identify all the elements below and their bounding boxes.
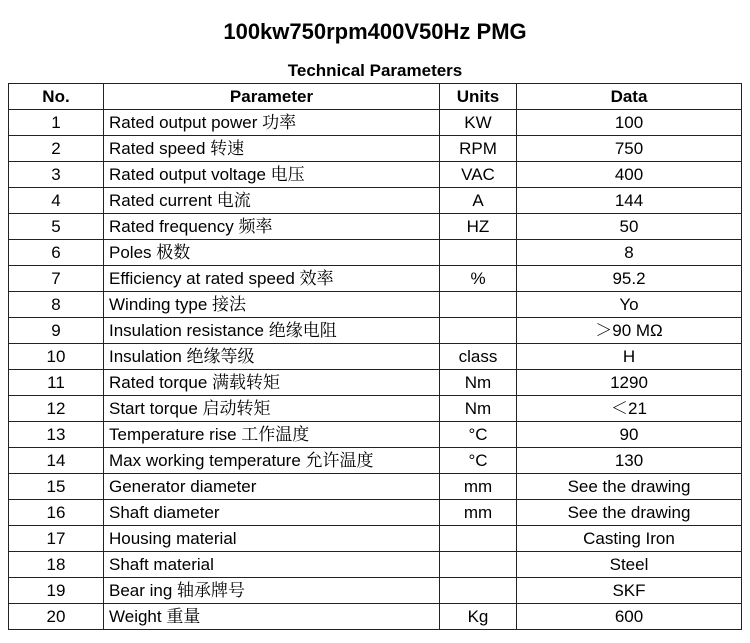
parameter-cell: Rated speed 转速: [104, 136, 440, 162]
data-cell: Steel: [517, 552, 742, 578]
row-number-cell: 4: [9, 188, 104, 214]
row-number-cell: 12: [9, 396, 104, 422]
data-cell: H: [517, 344, 742, 370]
parameter-cell: Insulation 绝缘等级: [104, 344, 440, 370]
row-number-cell: 20: [9, 604, 104, 630]
parameter-cell: Shaft diameter: [104, 500, 440, 526]
row-number-cell: 11: [9, 370, 104, 396]
data-cell: 600: [517, 604, 742, 630]
table-row: [9, 526, 742, 552]
data-cell: 50: [517, 214, 742, 240]
table-row: [9, 422, 742, 448]
data-cell: Casting Iron: [517, 526, 742, 552]
units-cell: [440, 318, 517, 344]
row-number-cell: 7: [9, 266, 104, 292]
parameter-cell: Temperature rise 工作温度: [104, 422, 440, 448]
parameter-cell: Shaft material: [104, 552, 440, 578]
row-number-cell: 8: [9, 292, 104, 318]
parameter-cell: Housing material: [104, 526, 440, 552]
parameter-cell: Generator diameter: [104, 474, 440, 500]
parameter-cell: Rated output power 功率: [104, 110, 440, 136]
units-cell: %: [440, 266, 517, 292]
data-cell: 750: [517, 136, 742, 162]
data-cell: 144: [517, 188, 742, 214]
parameter-cell: Weight 重量: [104, 604, 440, 630]
table-row: [9, 266, 742, 292]
data-cell: 90: [517, 422, 742, 448]
parameter-cell: Rated torque 满载转矩: [104, 370, 440, 396]
table-body: [9, 110, 742, 630]
header-row: [9, 84, 742, 110]
row-number-cell: 2: [9, 136, 104, 162]
table-row: [9, 604, 742, 630]
data-cell: 100: [517, 110, 742, 136]
column-header-parameter: Parameter: [104, 84, 440, 110]
data-cell: 1290: [517, 370, 742, 396]
row-number-cell: 5: [9, 214, 104, 240]
table-row: [9, 552, 742, 578]
parameter-cell: Max working temperature 允许温度: [104, 448, 440, 474]
table-row: [9, 344, 742, 370]
table-row: [9, 162, 742, 188]
parameter-cell: Rated current 电流: [104, 188, 440, 214]
parameter-cell: Rated frequency 频率: [104, 214, 440, 240]
table-caption: Technical Parameters: [287, 61, 463, 80]
table-row: [9, 318, 742, 344]
parameter-cell: Poles 极数: [104, 240, 440, 266]
row-number-cell: 14: [9, 448, 104, 474]
units-cell: °C: [440, 448, 517, 474]
units-cell: °C: [440, 422, 517, 448]
units-cell: mm: [440, 474, 517, 500]
data-cell: 95.2: [517, 266, 742, 292]
table-row: [9, 500, 742, 526]
units-cell: RPM: [440, 136, 517, 162]
table-row: [9, 214, 742, 240]
table-row: [9, 240, 742, 266]
table-row: [9, 474, 742, 500]
document-title: 100kw750rpm400V50Hz PMG: [223, 19, 527, 44]
data-cell: 130: [517, 448, 742, 474]
table-row: [9, 448, 742, 474]
parameter-cell: Start torque 启动转矩: [104, 396, 440, 422]
units-cell: Nm: [440, 370, 517, 396]
data-cell: SKF: [517, 578, 742, 604]
units-cell: mm: [440, 500, 517, 526]
table-row: [9, 396, 742, 422]
units-cell: [440, 578, 517, 604]
technical-parameters-table: [8, 83, 742, 630]
parameter-cell: Winding type 接法: [104, 292, 440, 318]
units-cell: [440, 552, 517, 578]
row-number-cell: 1: [9, 110, 104, 136]
row-number-cell: 15: [9, 474, 104, 500]
column-header-data: Data: [517, 84, 742, 110]
row-number-cell: 16: [9, 500, 104, 526]
table-row: [9, 578, 742, 604]
units-cell: KW: [440, 110, 517, 136]
row-number-cell: 6: [9, 240, 104, 266]
units-cell: class: [440, 344, 517, 370]
table-row: [9, 370, 742, 396]
data-cell: ＞90 MΩ: [517, 318, 742, 344]
column-header-no: No.: [9, 84, 104, 110]
data-cell: Yo: [517, 292, 742, 318]
units-cell: Kg: [440, 604, 517, 630]
units-cell: [440, 292, 517, 318]
units-cell: HZ: [440, 214, 517, 240]
table-row: [9, 292, 742, 318]
row-number-cell: 18: [9, 552, 104, 578]
row-number-cell: 13: [9, 422, 104, 448]
row-number-cell: 17: [9, 526, 104, 552]
row-number-cell: 3: [9, 162, 104, 188]
units-cell: [440, 526, 517, 552]
row-number-cell: 19: [9, 578, 104, 604]
data-cell: See the drawing: [517, 474, 742, 500]
parameter-cell: Bear ing 轴承牌号: [104, 578, 440, 604]
units-cell: A: [440, 188, 517, 214]
units-cell: VAC: [440, 162, 517, 188]
row-number-cell: 10: [9, 344, 104, 370]
units-cell: Nm: [440, 396, 517, 422]
table-row: [9, 136, 742, 162]
table-row: [9, 188, 742, 214]
data-cell: ＜21: [517, 396, 742, 422]
column-header-units: Units: [440, 84, 517, 110]
data-cell: See the drawing: [517, 500, 742, 526]
parameter-cell: Rated output voltage 电压: [104, 162, 440, 188]
parameter-cell: Efficiency at rated speed 效率: [104, 266, 440, 292]
table-row: [9, 110, 742, 136]
units-cell: [440, 240, 517, 266]
table-header: [9, 84, 742, 110]
data-cell: 400: [517, 162, 742, 188]
row-number-cell: 9: [9, 318, 104, 344]
data-cell: 8: [517, 240, 742, 266]
parameter-cell: Insulation resistance 绝缘电阻: [104, 318, 440, 344]
